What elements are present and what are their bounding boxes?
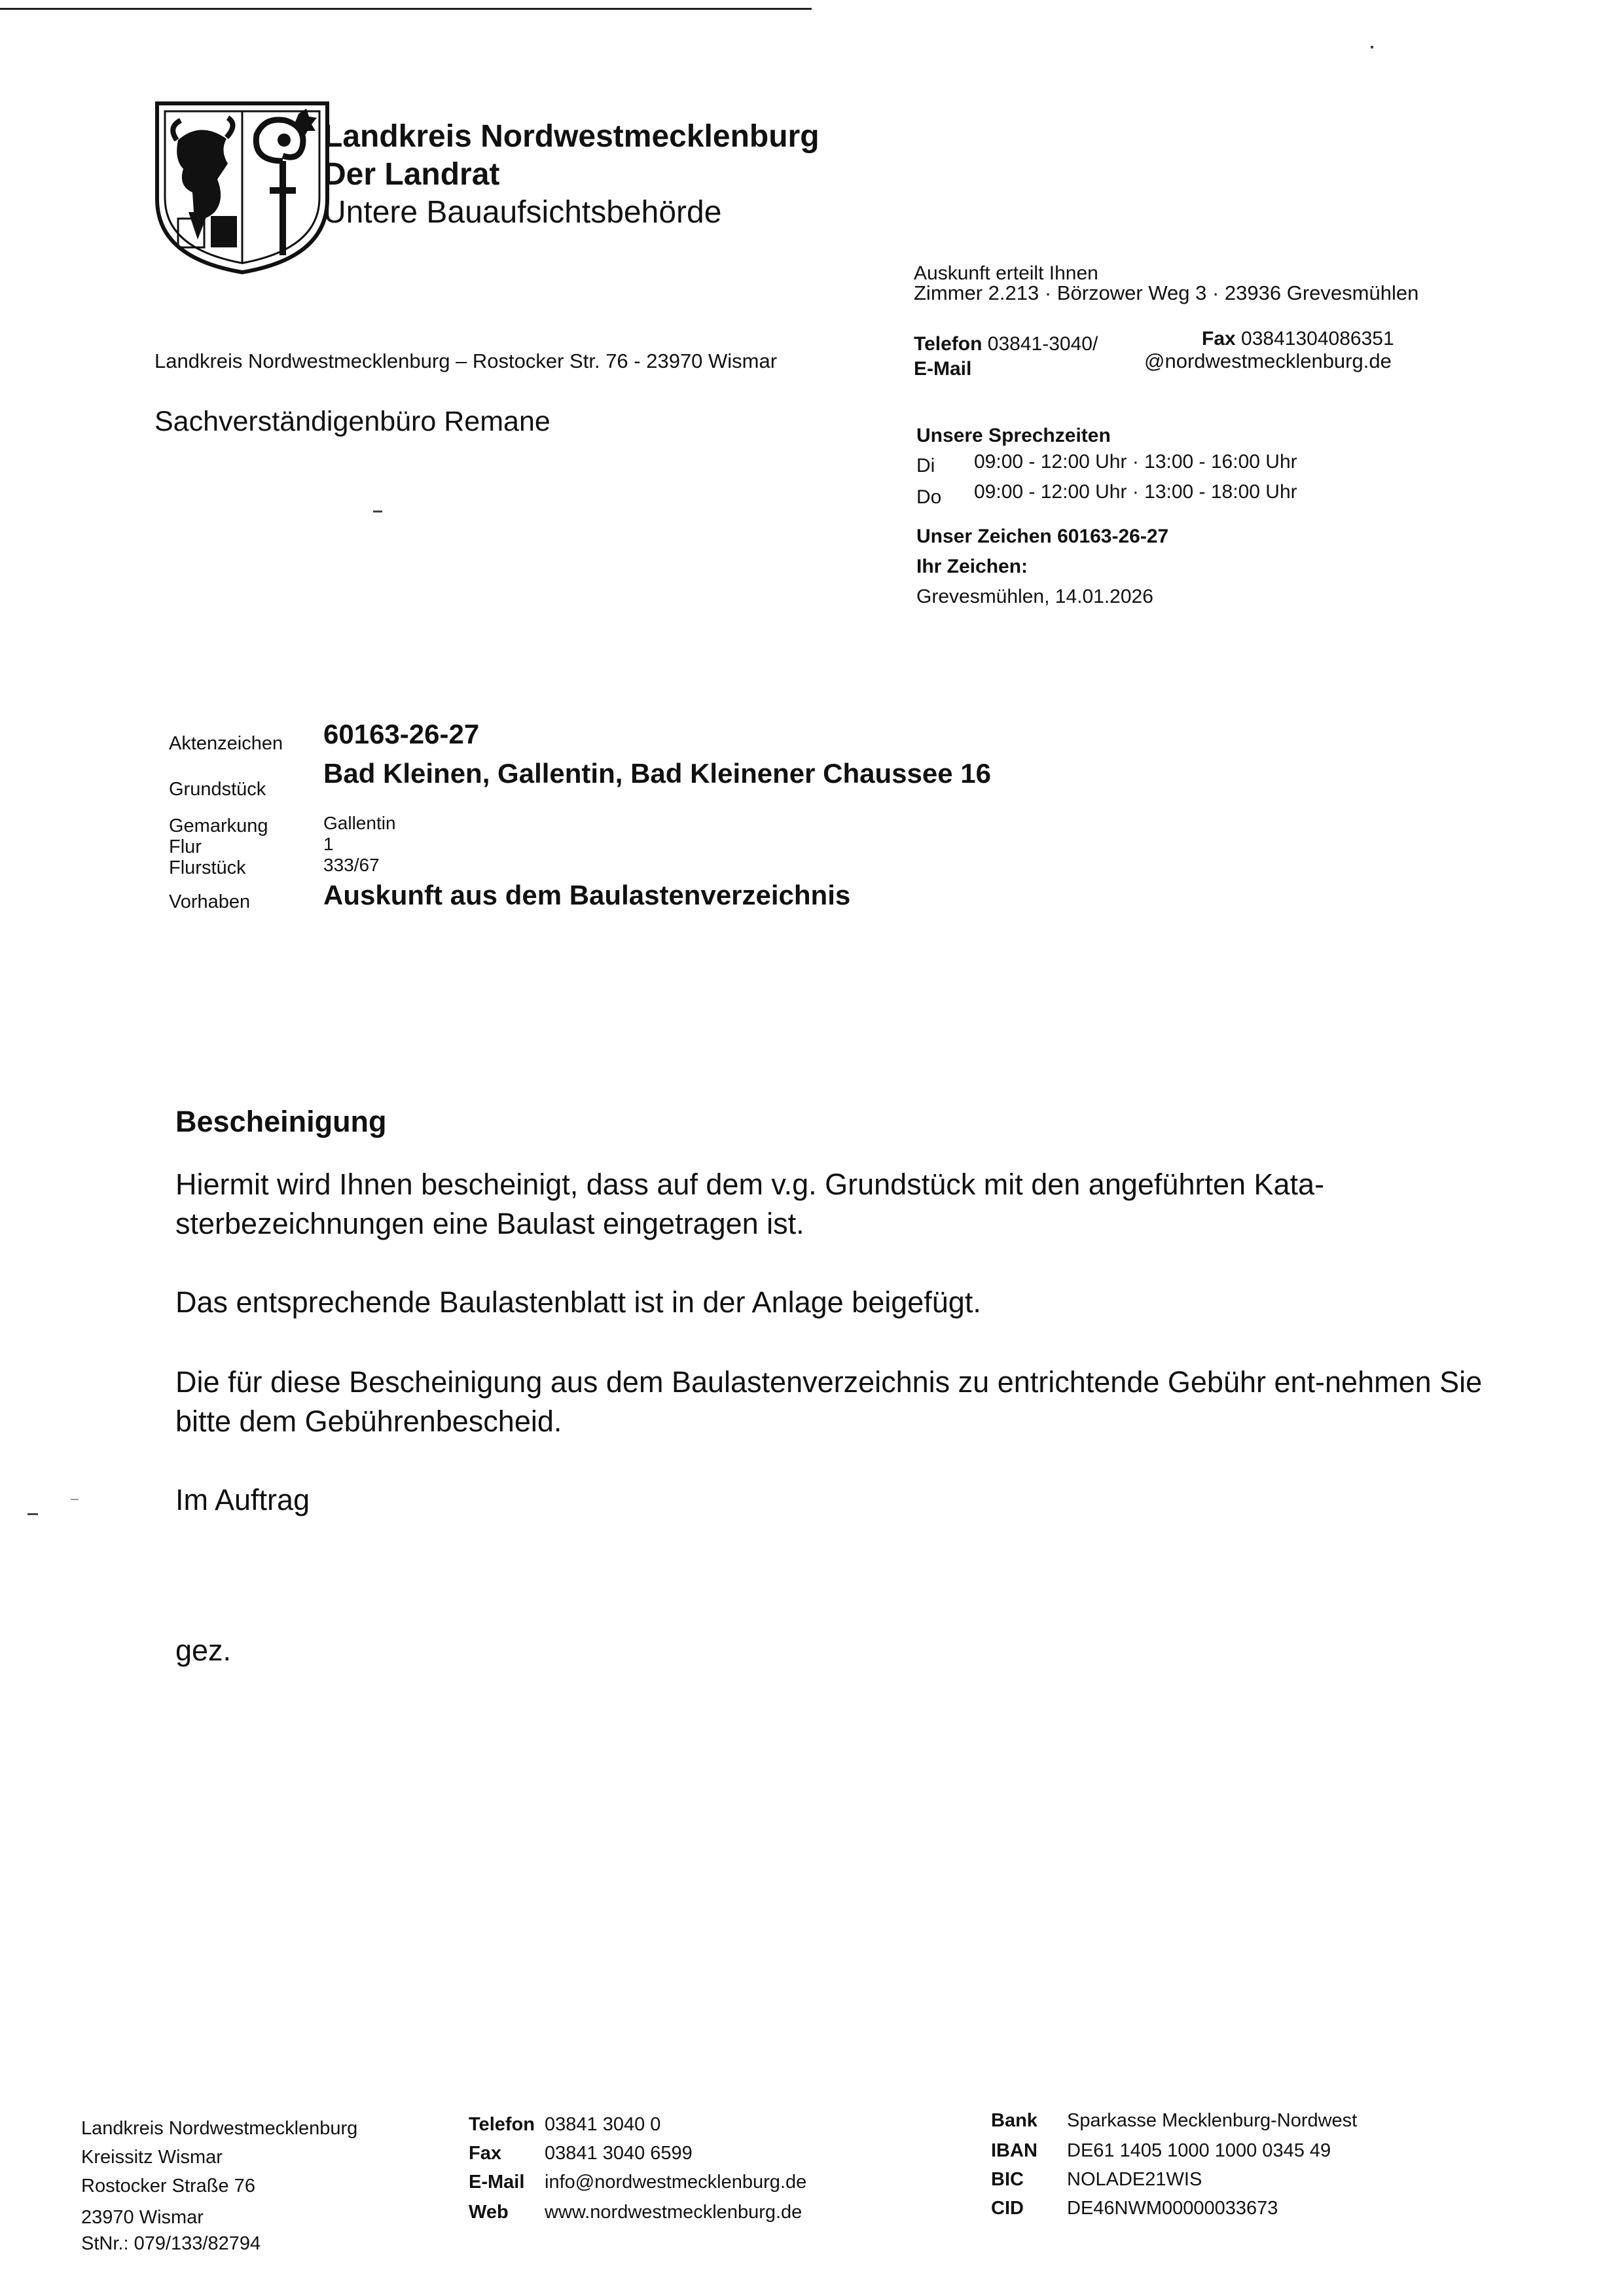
aktenzeichen-label: Aktenzeichen [169, 733, 283, 754]
footer-address-2: Kreissitz Wismar [81, 2147, 223, 2168]
scan-dash [71, 1499, 79, 1500]
grundstueck-label: Grundstück [169, 779, 266, 800]
phone-line [914, 332, 1098, 356]
scan-speck [1371, 46, 1373, 48]
footer-cid [991, 2196, 1278, 2220]
body-paragraph-2: Das entsprechende Baulastenblatt ist in der Anlage beigefügt. [175, 1285, 981, 1319]
footer-fax [469, 2142, 693, 2165]
footer-bic-label: BIC [991, 2169, 1024, 2190]
your-reference: Ihr Zeichen: [916, 556, 1028, 577]
org-sub: Der Landrat [323, 157, 500, 192]
hours-title: Unsere Sprechzeiten [916, 425, 1111, 446]
hours-day-1: Di [916, 455, 935, 476]
footer-address-4: 23970 Wismar [81, 2207, 204, 2228]
fax-line [1202, 327, 1394, 351]
flurstueck-label: Flurstück [169, 857, 246, 878]
aktenzeichen-value: 60163-26-27 [323, 719, 480, 749]
footer-bank [991, 2109, 1357, 2132]
phone-label: Telefon [914, 333, 983, 355]
footer-bic-value: NOLADE21WIS [1067, 2169, 1202, 2190]
body-paragraph-1: Hiermit wird Ihnen bescheinigt, dass auf dem v.g. Grundstück mit den angeführten Kata-sterbezeichnungen eine Baulast eingetragen ist. [175, 1168, 1325, 1240]
footer-address-3: Rostocker Straße 76 [81, 2176, 255, 2196]
sender-line: Landkreis Nordwestmecklenburg – Rostocker Str. 76 - 23970 Wismar [154, 349, 778, 372]
email-label: E-Mail [914, 358, 972, 380]
footer-bank-value: Sparkasse Mecklenburg-Nordwest [1067, 2110, 1358, 2131]
info-line-1: Auskunft erteilt Ihnen [914, 262, 1098, 284]
footer-bic [991, 2168, 1202, 2191]
footer-phone-label: Telefon [469, 2114, 535, 2135]
flur-label: Flur [169, 836, 202, 857]
footer-phone [469, 2113, 660, 2136]
phone-value: 03841-3040/ [987, 333, 1098, 355]
footer-email-value: info@nordwestmecklenburg.de [545, 2172, 807, 2193]
place-date: Grevesmühlen, 14.01.2026 [916, 586, 1153, 607]
footer-address-5: StNr.: 079/133/82794 [81, 2233, 261, 2254]
scan-edge-line [0, 8, 812, 10]
fax-value: 03841304086351 [1241, 328, 1394, 349]
grundstueck-value: Bad Kleinen, Gallentin, Bad Kleinener Chaussee 16 [323, 758, 991, 789]
signature-line: gez. [175, 1634, 232, 1667]
info-line-2: Zimmer 2.213 · Börzower Weg 3 · 23936 Grevesmühlen [914, 281, 1419, 304]
footer-web-value: www.nordwestmecklenburg.de [545, 2202, 803, 2223]
our-reference: Unser Zeichen 60163-26-27 [916, 526, 1169, 547]
certificate-heading: Bescheinigung [175, 1105, 387, 1138]
footer-cid-value: DE46NWM00000033673 [1067, 2198, 1278, 2219]
footer-web [469, 2200, 802, 2224]
footer-web-label: Web [469, 2202, 509, 2223]
footer-iban-label: IBAN [991, 2140, 1038, 2161]
flur-value: 1 [323, 834, 334, 854]
footer-email [469, 2170, 806, 2194]
org-name: Landkreis Nordwestmecklenburg [323, 119, 820, 154]
footer-bank-label: Bank [991, 2110, 1038, 2131]
org-department: Untere Bauaufsichtsbehörde [323, 195, 722, 230]
vorhaben-label: Vorhaben [169, 891, 251, 912]
footer-cid-label: CID [991, 2198, 1024, 2219]
gemarkung-label: Gemarkung [169, 815, 268, 836]
footer-fax-label: Fax [469, 2143, 501, 2164]
scan-dash [27, 1513, 38, 1515]
footer-phone-value: 03841 3040 0 [545, 2114, 661, 2135]
footer-address-1: Landkreis Nordwestmecklenburg [81, 2118, 358, 2139]
footer-iban [991, 2139, 1331, 2162]
fax-label: Fax [1202, 328, 1236, 349]
coat-of-arms-icon [154, 101, 330, 275]
hours-day-2: Do [916, 486, 942, 508]
footer-fax-value: 03841 3040 6599 [545, 2143, 693, 2164]
gemarkung-value: Gallentin [323, 813, 396, 833]
footer-iban-value: DE61 1405 1000 1000 0345 49 [1067, 2140, 1331, 2161]
body-paragraph-3: Die für diese Bescheinigung aus dem Baulastenverzeichnis zu entrichtende Gebühr ent-nehmen Sie bitte dem Gebührenbescheid. [175, 1365, 1483, 1438]
scan-dash [373, 511, 382, 512]
vorhaben-value: Auskunft aus dem Baulastenverzeichnis [323, 880, 851, 910]
recipient-name: Sachverständigenbüro Remane [154, 406, 550, 437]
hours-time-2: 09:00 - 12:00 Uhr · 13:00 - 18:00 Uhr [974, 481, 1297, 503]
hours-time-1: 09:00 - 12:00 Uhr · 13:00 - 16:00 Uhr [974, 451, 1297, 473]
footer-email-label: E-Mail [469, 2172, 525, 2193]
closing-line: Im Auftrag [175, 1483, 310, 1516]
flurstueck-value: 333/67 [323, 855, 380, 875]
email-value: @nordwestmecklenburg.de [1144, 349, 1392, 372]
